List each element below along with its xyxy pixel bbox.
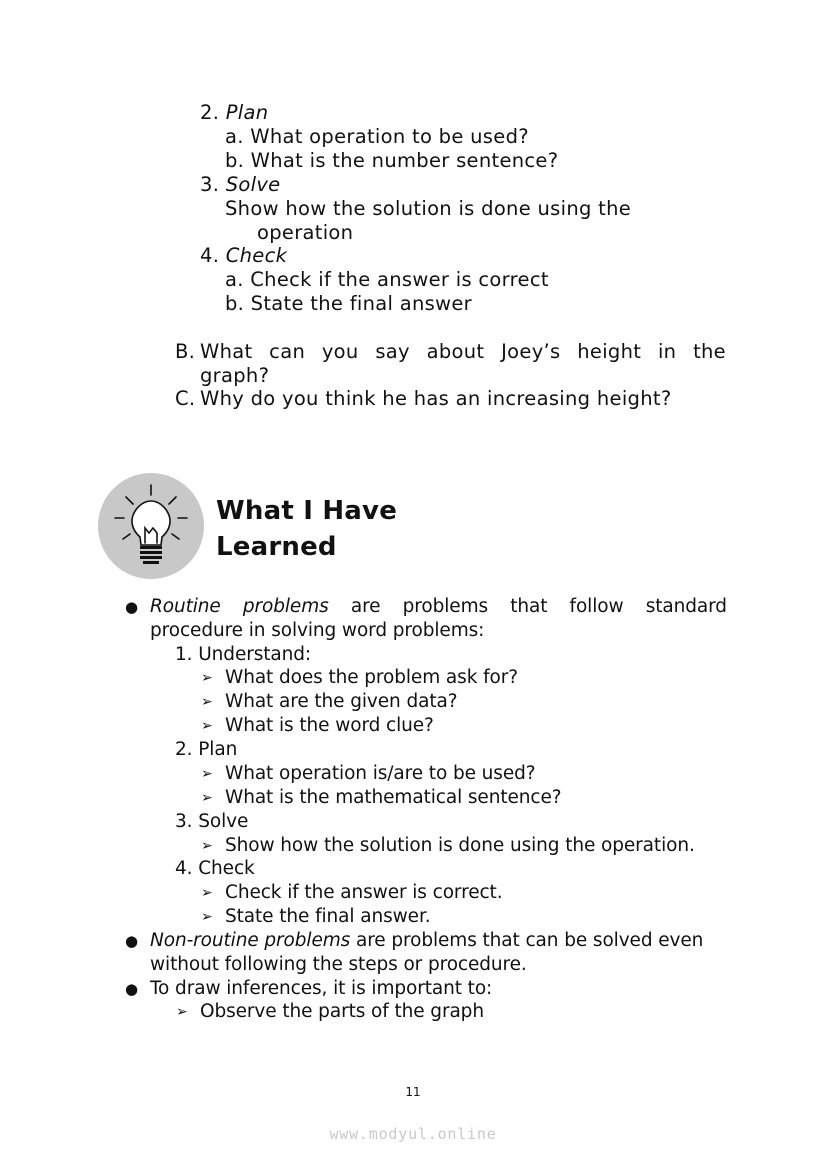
arrow-bullet-icon: ➢ <box>201 718 213 734</box>
question-b-word: can <box>269 340 306 363</box>
bullet-1-line-1 <box>150 595 727 619</box>
step-check-label: Check <box>225 244 288 267</box>
bullet-1-word: are <box>350 596 381 617</box>
step-plan-number: 2. <box>200 101 220 124</box>
solve-line-1: Show how the solution is done using the <box>225 197 632 220</box>
section-title-line-1: What I Have <box>216 496 398 526</box>
bullet-2-italic: Non-routine problems <box>150 930 351 951</box>
check-item: State the final answer. <box>225 906 431 927</box>
bullet-1-word: standard <box>645 596 727 617</box>
understand-item: What are the given data? <box>225 691 458 712</box>
step-plan-label: Plan <box>225 101 269 124</box>
step-plan-2: 2. Plan <box>175 739 238 760</box>
check-item-a: a. Check if the answer is correct <box>225 268 549 291</box>
step-solve-label: Solve <box>225 173 281 196</box>
bullet-3-text: To draw inferences, it is important to: <box>150 978 493 999</box>
watermark: www.modyul.online <box>329 1125 497 1143</box>
question-c-text: Why do you think he has an increasing height? <box>200 387 672 410</box>
inference-item: Observe the parts of the graph <box>200 1001 484 1022</box>
bullet-1-word: that <box>510 596 548 617</box>
arrow-bullet-icon: ➢ <box>201 909 213 925</box>
step-solve <box>200 173 280 197</box>
question-b-word: about <box>426 340 485 363</box>
plan-item-b: b. What is the number sentence? <box>225 149 559 172</box>
arrow-bullet-icon: ➢ <box>201 670 213 686</box>
question-b-label: B. <box>175 340 196 363</box>
bullet-1-word: problems <box>242 596 329 617</box>
check-item: Check if the answer is correct. <box>225 882 503 903</box>
arrow-bullet-icon: ➢ <box>201 694 213 710</box>
question-b-line-1 <box>200 340 726 364</box>
arrow-bullet-icon: ➢ <box>176 1004 188 1020</box>
question-c-label: C. <box>175 387 196 410</box>
step-understand: 1. Understand: <box>175 644 312 665</box>
question-b-word: the <box>693 340 726 363</box>
plan-item: What operation is/are to be used? <box>225 763 536 784</box>
arrow-bullet-icon: ➢ <box>201 885 213 901</box>
step-solve-number: 3. <box>200 173 220 196</box>
bullet-dot: ● <box>125 980 139 998</box>
section-title-line-2: Learned <box>216 532 337 562</box>
plan-item: What is the mathematical sentence? <box>225 787 562 808</box>
solve-line-2: operation <box>257 221 354 244</box>
question-b-word: say <box>375 340 410 363</box>
arrow-bullet-icon: ➢ <box>201 790 213 806</box>
question-b-word: What <box>200 340 253 363</box>
step-solve-2: 3. Solve <box>175 811 249 832</box>
solve-item: Show how the solution is done using the operation. <box>225 835 695 856</box>
step-plan <box>200 101 268 125</box>
page-number: 11 <box>405 1085 421 1099</box>
bullet-dot: ● <box>125 598 139 616</box>
understand-item: What is the word clue? <box>225 715 434 736</box>
question-b-line-2: graph? <box>200 364 270 387</box>
plan-item-a: a. What operation to be used? <box>225 125 529 148</box>
bullet-1-word: Routine <box>150 596 221 617</box>
bullet-2-line-1 <box>150 929 703 953</box>
question-b-word: you <box>321 340 359 363</box>
bullet-1-line-2: procedure in solving word problems: <box>150 620 485 641</box>
bullet-1-word: problems <box>402 596 489 617</box>
bullet-2-rest: are problems that can be solved even <box>350 930 704 951</box>
step-check-number: 4. <box>200 244 220 267</box>
check-item-b: b. State the final answer <box>225 292 472 315</box>
lightbulb-icon <box>98 473 204 579</box>
step-check <box>200 244 287 268</box>
question-b-word: height <box>577 340 642 363</box>
question-b-word: Joey’s <box>501 340 561 363</box>
bullet-dot: ● <box>125 932 139 950</box>
bullet-1-word: follow <box>569 596 624 617</box>
understand-item: What does the problem ask for? <box>225 667 518 688</box>
bullet-2-line-2: without following the steps or procedure. <box>150 954 527 975</box>
arrow-bullet-icon: ➢ <box>201 766 213 782</box>
arrow-bullet-icon: ➢ <box>201 838 213 854</box>
question-b-word: in <box>657 340 677 363</box>
step-check-2: 4. Check <box>175 858 255 879</box>
